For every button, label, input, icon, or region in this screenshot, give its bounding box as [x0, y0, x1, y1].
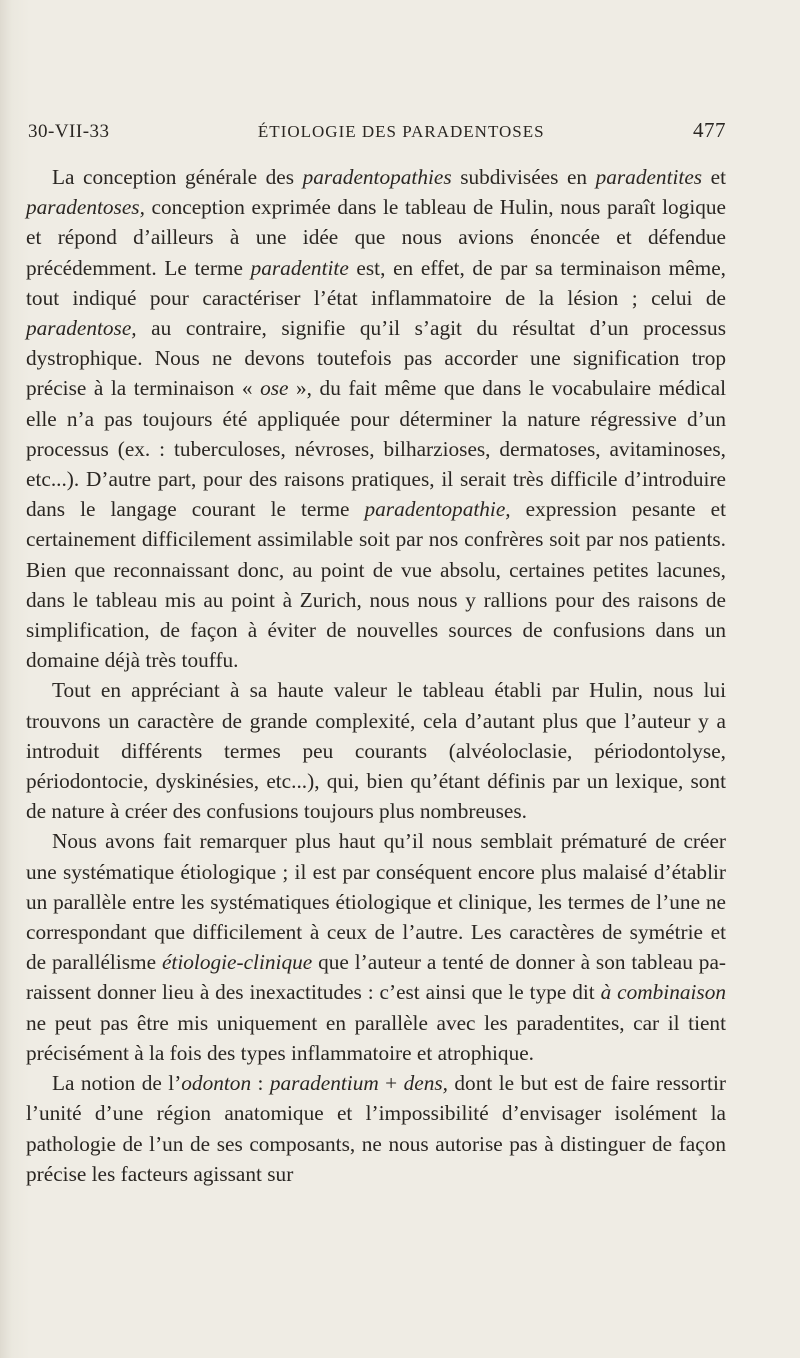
body-text: [26, 162, 726, 1189]
paragraph-4: [26, 1068, 726, 1189]
italic-run: paradentopathies: [302, 165, 452, 189]
paragraph-3: [26, 826, 726, 1068]
text-run: conception exprimée dans le tableau de Hulin, nous paraît logique et répond d’ailleurs à une idée que nous avions énoncée et défendue précédemment. Le terme: [26, 195, 726, 280]
italic-run: dens,: [403, 1071, 448, 1096]
italic-run: paradentoses,: [26, 195, 145, 220]
italic-run: paradentose,: [26, 316, 137, 341]
header-date: 30-VII-33: [28, 121, 110, 142]
text-run: :: [251, 1071, 270, 1096]
text-run: et: [702, 165, 726, 189]
text-run: La notion de l’: [52, 1071, 182, 1096]
header-title: ÉTIOLOGIE DES PARADENTOSES: [257, 122, 545, 141]
paragraph-2: [26, 675, 726, 826]
text-run: subdivisées en: [451, 165, 596, 189]
italic-run: paradentopathie,: [364, 497, 511, 522]
text-run: au contraire, signifie qu’il s’agit du résultat d’un processus dystrophique. Nous ne devons toutefois pas accorder une signification trop précise à la terminaison «: [26, 316, 726, 401]
italic-run: paradentites: [595, 165, 703, 189]
italic-run: paradentite: [250, 255, 349, 280]
italic-run: étiologie-clinique: [161, 950, 313, 975]
italic-run: odonton: [181, 1071, 252, 1096]
italic-run: à combinaison: [600, 980, 726, 1005]
running-header: [28, 118, 726, 146]
paragraph-1: [26, 162, 726, 675]
italic-run: ose: [260, 376, 289, 401]
text-run: ne peut pas être mis uniquement en parallèle avec les paradentites, car il tient précisément à la fois des types inflammatoire et atrophique.: [26, 1010, 726, 1065]
italic-run: paradentium: [269, 1071, 379, 1096]
text-run: », du fait même que dans le vocabulaire médical elle n’a pas toujours été appliquée pour déterminer la nature régressive d’un processus (ex. : tuberculoses, névroses, bilharzioses, dermatoses, avitaminoses, etc...). D’autre part, pour des raisons pratiques, il serait très difficile d’introduire dans le langage courant le terme: [26, 376, 726, 522]
text-run: Nous avons fait remarquer plus haut qu’il nous semblait prématuré de créer une systématique étiologique ; il est par conséquent encore plus malaisé d’établir un parallèle entre les systématiques étiologique et clinique, les termes de l’une ne correspondant que difficilement à ceux de l’autre. Les caractères de symétrie et de parallélisme: [26, 829, 726, 975]
text-run: est, en effet, de par sa terminaison même, tout indiqué pour caractériser l’état inflammatoire de la lésion ; celui de: [26, 255, 726, 310]
text-run: +: [378, 1071, 404, 1096]
page-number: 477: [693, 118, 726, 142]
text-run: dont le but est de faire ressortir l’unité d’une région anatomique et l’impossibilité d’envisager isolément la pathologie de l’un de ses composants, ne nous autorise pas à distinguer de façon précise les facteurs agissant sur: [26, 1071, 726, 1186]
text-run: La conception générale des: [52, 165, 303, 189]
text-run: Tout en appréciant à sa haute valeur le tableau établi par Hulin, nous lui trouvons un caractère de grande complexité, cela d’autant plus que l’auteur y a introduit différents termes peu courants (alvéoloclasie, périodontolyse, périodontocie, dyskinésies, etc...), qui, bien qu’étant définis par un lexique, sont de nature à créer des confusions toujours plus nombreuses.: [26, 678, 726, 824]
text-run: expression pesante et certainement difficilement assimilable soit par nos confrères soit par nos patients. Bien que reconnaissant donc, au point de vue absolu, certaines petites lacunes, dans le tableau mis au point à Zurich, nous nous y rallions pour des raisons de simplification, de façon à éviter de nouvelles sources de confusions dans un domaine déjà très touffu.: [26, 497, 726, 673]
text-run: que l’auteur a tenté de donner à son tableau paraissent donner lieu à des inexactitudes : c’est ainsi que le type dit: [26, 950, 726, 1005]
